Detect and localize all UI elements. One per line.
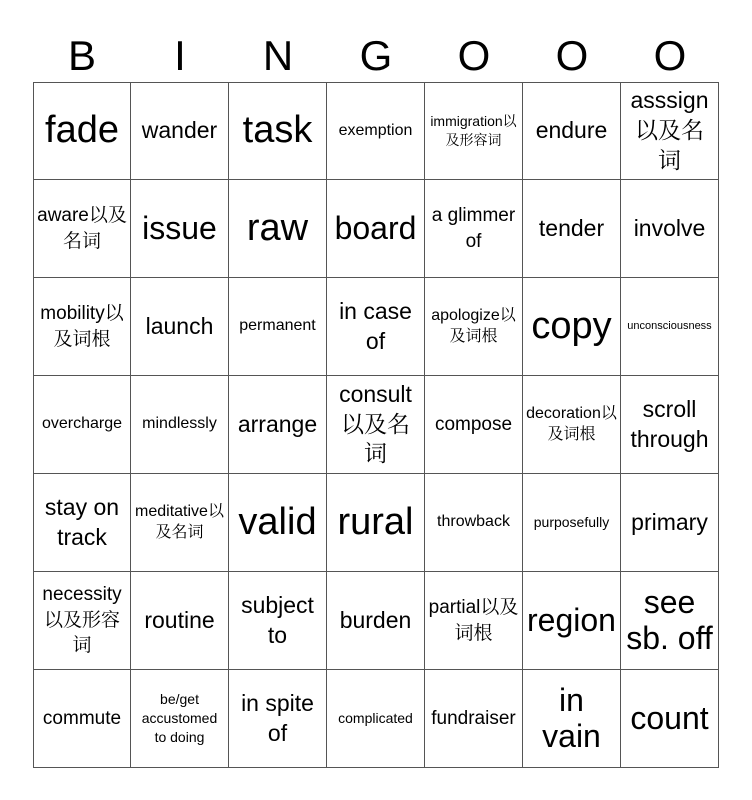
cell-text: copy xyxy=(531,304,612,347)
cell-text: compose xyxy=(434,413,513,435)
bingo-cell[interactable] xyxy=(33,278,131,376)
cell-text: involve xyxy=(633,214,706,241)
bingo-cell[interactable] xyxy=(523,180,621,278)
bingo-cell[interactable] xyxy=(621,82,719,180)
bingo-cell[interactable] xyxy=(131,376,229,474)
bingo-board xyxy=(33,82,719,768)
bingo-cell[interactable] xyxy=(131,82,229,180)
cell-text: burden xyxy=(339,606,412,633)
cell-text: subject to xyxy=(241,591,314,648)
cell-text: in vain xyxy=(542,682,601,754)
cell-text: apologize以及词根 xyxy=(431,306,516,345)
bingo-cell[interactable] xyxy=(131,670,229,768)
bingo-cell[interactable] xyxy=(33,376,131,474)
cell-text: fundraiser xyxy=(431,707,516,729)
bingo-cell[interactable] xyxy=(621,474,719,572)
cell-text: region xyxy=(527,601,616,638)
header-letter: O xyxy=(555,32,589,79)
bingo-cell[interactable] xyxy=(33,670,131,768)
cell-text: raw xyxy=(246,206,309,249)
cell-text: task xyxy=(242,109,313,152)
cell-text: permanent xyxy=(239,317,316,335)
header-letter: O xyxy=(457,32,491,79)
bingo-cell[interactable] xyxy=(425,376,523,474)
bingo-cell[interactable] xyxy=(621,670,719,768)
cell-text: valid xyxy=(238,500,317,543)
cell-text: routine xyxy=(144,606,215,633)
header-letter: O xyxy=(653,32,687,79)
bingo-cell[interactable] xyxy=(229,82,327,180)
cell-text: in spite of xyxy=(241,689,314,746)
bingo-cell[interactable] xyxy=(229,572,327,670)
cell-text: in case of xyxy=(339,297,412,354)
cell-text: complicated xyxy=(338,710,413,727)
bingo-cell[interactable] xyxy=(621,278,719,376)
bingo-cell[interactable] xyxy=(327,82,425,180)
bingo-cell[interactable] xyxy=(327,670,425,768)
bingo-cell[interactable] xyxy=(425,670,523,768)
cell-text: overcharge xyxy=(41,415,123,433)
cell-text: count xyxy=(630,699,709,736)
bingo-cell[interactable] xyxy=(523,670,621,768)
bingo-cell[interactable] xyxy=(229,278,327,376)
bingo-cell[interactable] xyxy=(327,278,425,376)
cell-text: primary xyxy=(631,508,708,535)
cell-text: meditative以及名词 xyxy=(135,502,224,541)
cell-text: be/get accustomed to doing xyxy=(141,691,218,745)
bingo-cell[interactable] xyxy=(131,278,229,376)
bingo-cell[interactable] xyxy=(229,474,327,572)
bingo-header xyxy=(33,30,719,82)
header-letter: I xyxy=(174,32,186,79)
header-letter: N xyxy=(262,32,294,79)
cell-text: asssign以及名词 xyxy=(630,87,709,173)
bingo-cell[interactable] xyxy=(523,82,621,180)
bingo-cell[interactable] xyxy=(523,376,621,474)
bingo-cell[interactable] xyxy=(425,82,523,180)
cell-text: issue xyxy=(142,209,217,246)
bingo-cell[interactable] xyxy=(425,278,523,376)
cell-text: fade xyxy=(45,109,119,152)
cell-text: mindlessly xyxy=(142,415,217,433)
cell-text: aware以及名词 xyxy=(37,204,127,252)
cell-text: board xyxy=(334,209,417,246)
bingo-cell[interactable] xyxy=(229,670,327,768)
bingo-cell[interactable] xyxy=(327,180,425,278)
cell-text: endure xyxy=(535,117,608,144)
header-letter: G xyxy=(359,32,393,79)
cell-text: immigration以及形容词 xyxy=(430,113,517,148)
cell-text: rural xyxy=(337,500,414,543)
cell-text: partial以及词根 xyxy=(428,596,519,644)
cell-text: a glimmer of xyxy=(431,204,516,252)
bingo-cell[interactable] xyxy=(523,278,621,376)
cell-text: launch xyxy=(145,312,214,339)
bingo-cell[interactable] xyxy=(33,180,131,278)
cell-text: see sb. off xyxy=(626,584,713,656)
bingo-cell[interactable] xyxy=(131,572,229,670)
bingo-cell[interactable] xyxy=(327,474,425,572)
cell-text: mobility以及词根 xyxy=(40,302,124,350)
bingo-cell[interactable] xyxy=(229,180,327,278)
bingo-cell[interactable] xyxy=(327,376,425,474)
bingo-cell[interactable] xyxy=(229,376,327,474)
bingo-cell[interactable] xyxy=(327,572,425,670)
cell-text: scroll through xyxy=(630,395,709,452)
cell-text: arrange xyxy=(237,410,318,437)
bingo-cell[interactable] xyxy=(33,572,131,670)
bingo-cell[interactable] xyxy=(425,180,523,278)
cell-text: commute xyxy=(42,707,122,729)
bingo-cell[interactable] xyxy=(131,474,229,572)
bingo-cell[interactable] xyxy=(425,474,523,572)
cell-text: tender xyxy=(538,214,605,241)
header-letter: B xyxy=(67,32,96,79)
bingo-cell[interactable] xyxy=(621,572,719,670)
cell-text: exemption xyxy=(338,121,413,139)
cell-text: purposefully xyxy=(533,514,610,531)
bingo-cell[interactable] xyxy=(33,474,131,572)
bingo-cell[interactable] xyxy=(523,474,621,572)
cell-text: unconsciousness xyxy=(627,319,712,332)
cell-text: necessity以及形容词 xyxy=(42,584,122,657)
bingo-cell[interactable] xyxy=(425,572,523,670)
bingo-cell[interactable] xyxy=(33,82,131,180)
cell-text: wander xyxy=(141,117,218,144)
bingo-cell[interactable] xyxy=(131,180,229,278)
bingo-cell[interactable] xyxy=(621,376,719,474)
cell-text: stay on track xyxy=(44,493,120,550)
bingo-cell[interactable] xyxy=(621,180,719,278)
bingo-cell[interactable] xyxy=(523,572,621,670)
cell-text: consult以及名词 xyxy=(339,380,412,467)
cell-text: decoration以及词根 xyxy=(526,404,617,443)
cell-text: throwback xyxy=(437,513,510,531)
